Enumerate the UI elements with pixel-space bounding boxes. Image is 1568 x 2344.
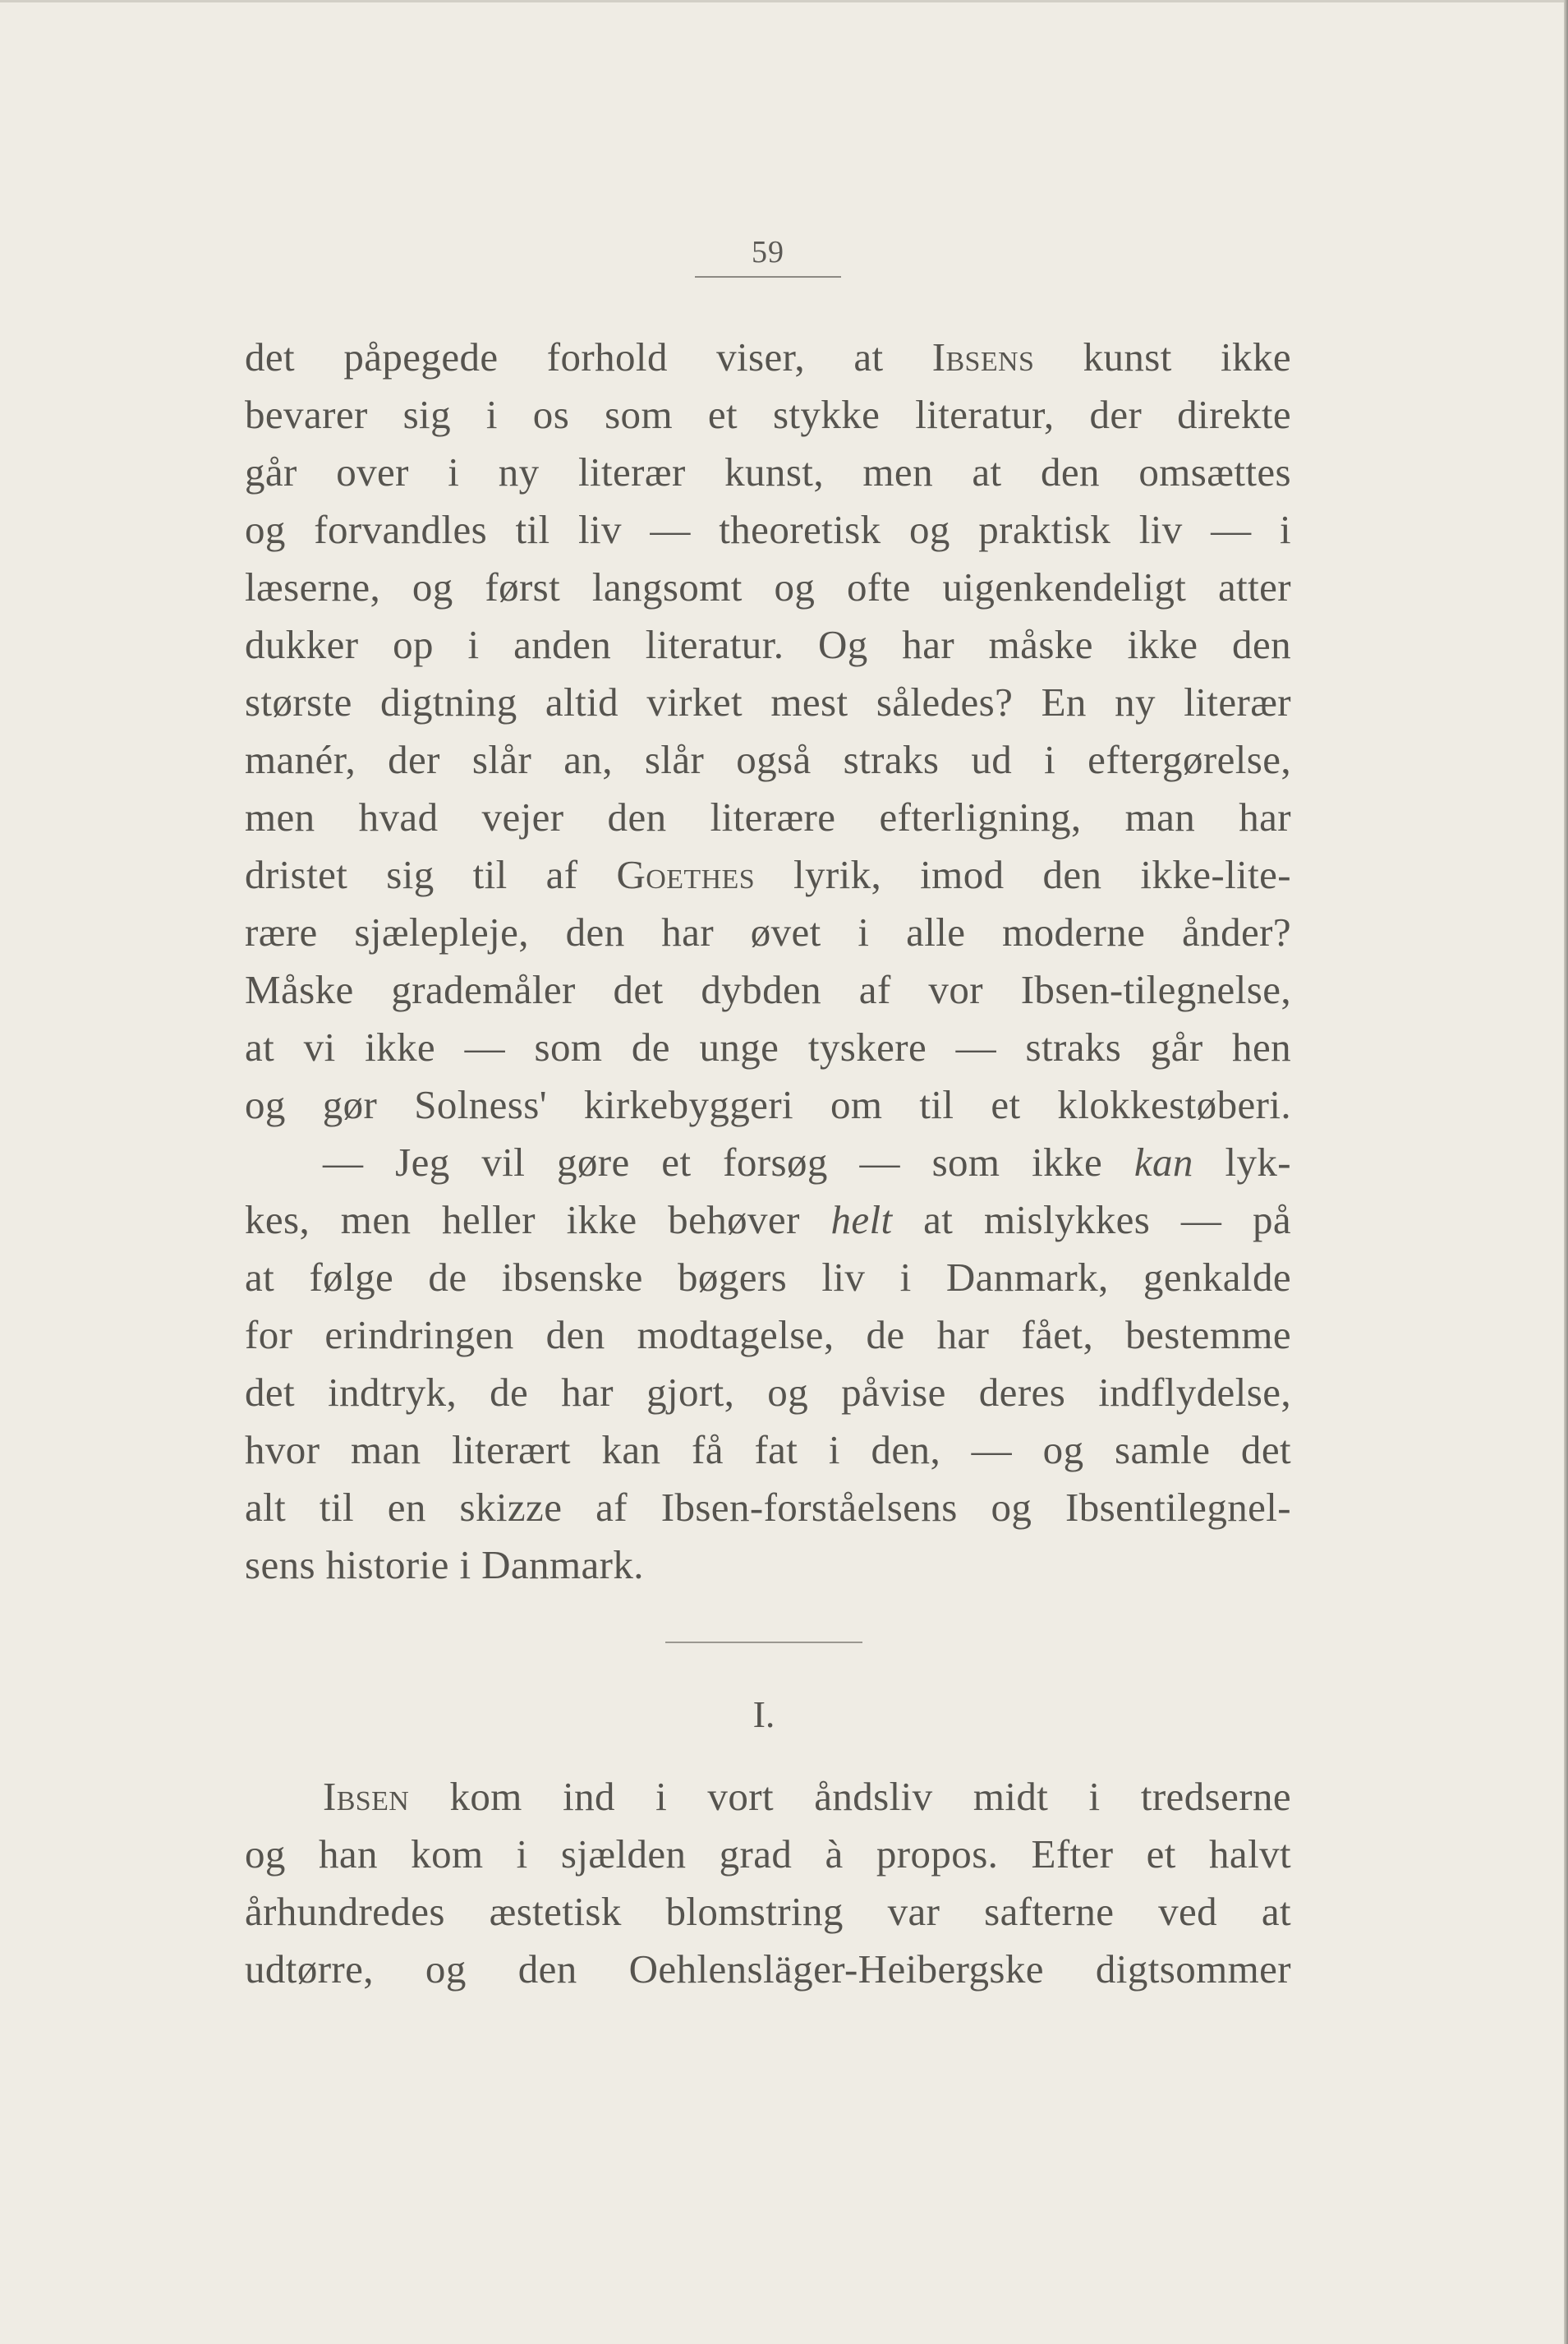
text-line: dristet sig til af Goethes lyrik, imod den ikke-lite-: [245, 852, 1291, 897]
body-paragraph: [245, 329, 1291, 1594]
text-line: dukker op i anden literatur. Og har måske ikke den: [245, 622, 1291, 667]
section-heading: I.: [752, 1693, 775, 1735]
text-line: at vi ikke — som de unge tyskere — straks går hen: [245, 1025, 1291, 1070]
text-line: og gør Solness' kirkebyggeri om til et klokkestøberi.: [245, 1082, 1291, 1127]
text-line: det indtryk, de har gjort, og påvise deres indflydelse,: [245, 1370, 1291, 1415]
text-line: manér, der slår an, slår også straks ud i eftergørelse,: [245, 737, 1291, 782]
text-line: største digtning altid virket mest således? En ny literær: [245, 679, 1291, 725]
text-line: sens historie i Danmark.: [245, 1542, 644, 1587]
text-line: og han kom i sjælden grad à propos. Efter et halvt: [245, 1831, 1291, 1877]
body-paragraph: [245, 1768, 1291, 1998]
text-line: læserne, og først langsomt og ofte uigenkendeligt atter: [245, 564, 1291, 610]
page-number: 59: [752, 235, 784, 269]
text-line: hvor man literært kan få fat i den, — og samle det: [245, 1427, 1291, 1472]
section-divider: [665, 1642, 862, 1643]
text-line: — Jeg vil gøre et forsøg — som ikke kan lyk-: [323, 1140, 1291, 1185]
text-line: kes, men heller ikke behøver helt at mislykkes — på: [245, 1197, 1291, 1242]
text-line: rære sjælepleje, den har øvet i alle moderne ånder?: [245, 910, 1291, 955]
page-binding-edge: [1564, 0, 1568, 2344]
text-line: men hvad vejer den literære efterligning, man har: [245, 794, 1291, 840]
text-line: alt til en skizze af Ibsen-forståelsens og Ibsentilegnel-: [245, 1485, 1291, 1530]
text-line: går over i ny literær kunst, men at den omsættes: [245, 449, 1291, 495]
page-number-rule: [695, 276, 841, 278]
text-line: udtørre, og den Oehlensläger-Heibergske digtsommer: [245, 1946, 1291, 1992]
text-line: det påpegede forhold viser, at Ibsens kunst ikke: [245, 334, 1291, 380]
text-line: at følge de ibsenske bøgers liv i Danmark, genkalde: [245, 1255, 1291, 1300]
page-top-edge: [0, 0, 1568, 2]
text-line: og forvandles til liv — theoretisk og praktisk liv — i: [245, 507, 1291, 552]
text-line: Ibsen kom ind i vort åndsliv midt i tredserne: [323, 1774, 1291, 1819]
text-line: for erindringen den modtagelse, de har fået, bestemme: [245, 1312, 1291, 1357]
text-line: bevarer sig i os som et stykke literatur, der direkte: [245, 392, 1291, 437]
text-line: århundredes æstetisk blomstring var safterne ved at: [245, 1889, 1291, 1934]
text-line: Måske grademåler det dybden af vor Ibsen-tilegnelse,: [245, 967, 1291, 1012]
